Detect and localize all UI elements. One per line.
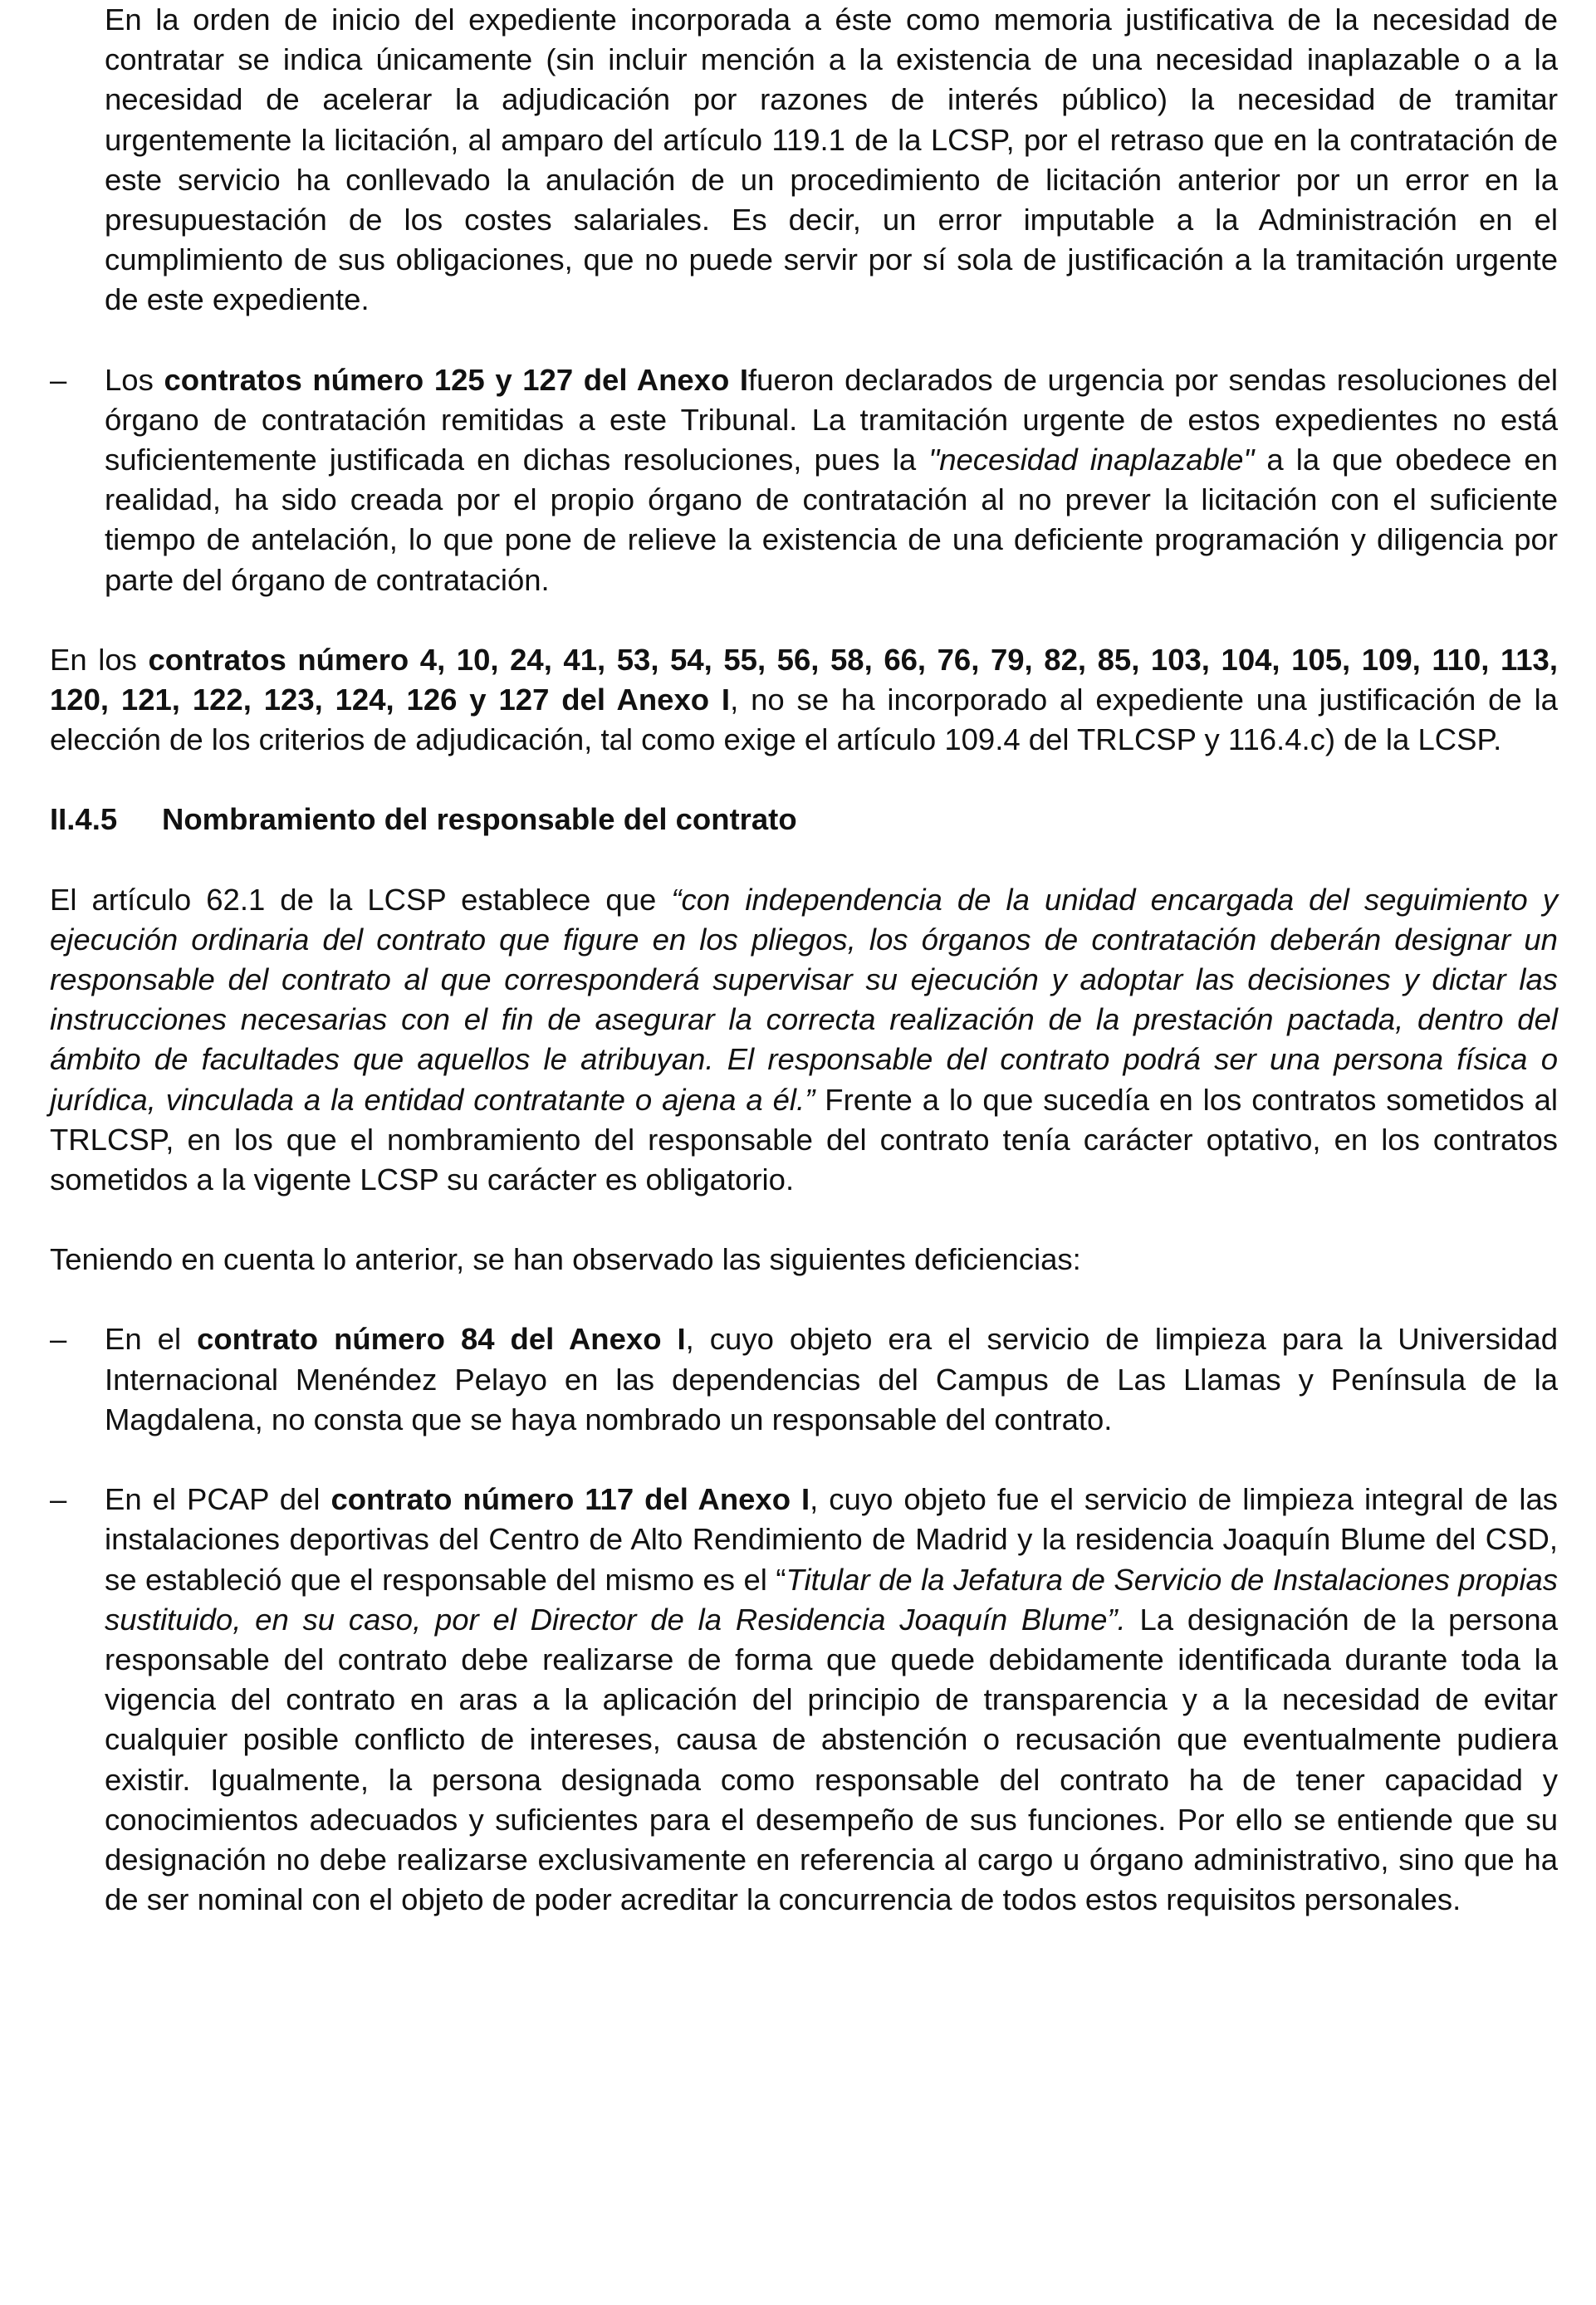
section-title: Nombramiento del responsable del contrato (162, 802, 797, 837)
text-run: En los (50, 642, 149, 677)
bullet-dash: – (50, 1482, 67, 1517)
text-run: Los (105, 362, 164, 397)
text-run: En el PCAP del (105, 1482, 331, 1517)
section-number: II.4.5 (50, 802, 118, 837)
bullet-text (105, 1319, 1558, 1440)
text-run: , cuyo objeto fue el servicio de limpieza integral de las instalaciones deportivas del Centro de Alto Rendimiento de Madrid y la residencia Joaquín Blume del CSD, se estableció que el responsable del mismo es el “ (105, 1482, 1558, 1597)
document-page (50, 0, 1558, 1920)
paragraph-criterios-adjudicacion (50, 640, 1558, 761)
bullet-text (105, 360, 1558, 600)
bullet-contrato-84 (50, 1319, 1558, 1440)
paragraph-text: En la orden de inicio del expediente incorporada a éste como memoria justificativa de la necesidad de contratar se indica únicamente (sin incluir mención a la existencia de una necesidad inaplazable o a la necesidad de acelerar la adjudicación por razones de interés público) la necesidad de tramitar urgentemente la licitación, al amparo del artículo 119.1 de la LCSP, por el retraso que en la contratación de este servicio ha conllevado la anulación de un procedimiento de licitación anterior por un error en la presupuestación de los costes salariales. Es decir, un error imputable a la Administración en el cumplimiento de sus obligaciones, que no puede servir por sí sola de justificación a la tramitación urgente de este expediente. (105, 2, 1558, 317)
bold-run: contrato número 84 del Anexo I (197, 1322, 686, 1357)
paragraph-deficiencias-intro (50, 1240, 1558, 1280)
italic-run: “con independencia de la unidad encargada del seguimiento y ejecución ordinaria del contrato que figure en los pliegos, los órganos de contratación deberán designar un responsable del contrato al que corresponderá supervisar su ejecución y adoptar las decisiones y dictar las instrucciones necesarias con el fin de asegurar la correcta realización de la prestación pactada, dentro del ámbito de facultades que aquellos le atribuyan. El responsable del contrato podrá ser una persona física o jurídica, vinculada a la entidad contratante o ajena a él.” (50, 882, 1558, 1117)
text-run: En el (105, 1322, 198, 1357)
italic-run: Titular de la Jefatura de Servicio de Instalaciones propias sustituido, en su caso, por el Director de la Residencia Joaquín Blume”. (105, 1562, 1558, 1637)
text-run: El artículo 62.1 de la LCSP establece que (50, 882, 672, 917)
section-heading (50, 800, 1558, 839)
text-run: fueron declarados de urgencia por sendas resoluciones del órgano de contratación remitidas a este Tribunal. La tramitación urgente de estos expedientes no está suficientemente justificada en dichas resoluciones, pues la (105, 362, 1558, 477)
paragraph-orden-inicio (50, 0, 1558, 321)
bullet-dash: – (50, 362, 67, 397)
bold-run: contrato número 117 del Anexo I (330, 1482, 810, 1517)
paragraph-articulo-62 (50, 880, 1558, 1201)
bullet-dash: – (50, 1322, 67, 1357)
paragraph-text: Teniendo en cuenta lo anterior, se han observado las siguientes deficiencias: (50, 1242, 1081, 1277)
text-run: La designación de la persona responsable del contrato debe realizarse de forma que quede debidamente identificada durante toda la vigencia del contrato en aras a la aplicación del principio de transparencia y a la necesidad de evitar cualquier posible conflicto de intereses, causa de abstención o recusación que eventualmente pudiera existir. Igualmente, la persona designada como responsable del contrato ha de tener capacidad y conocimientos adecuados y suficientes para el desempeño de sus funciones. Por ello se entiende que su designación no debe realizarse exclusivamente en referencia al cargo u órgano administrativo, sino que ha de ser nominal con el objeto de poder acreditar la concurrencia de todos estos requisitos personales. (105, 1602, 1559, 1917)
text-run: , cuyo objeto era el servicio de limpieza para la Universidad Internacional Menéndez Pelayo en las dependencias del Campus de Las Llamas y Península de la Magdalena, no consta que se haya nombrado un responsable del contrato. (105, 1322, 1558, 1436)
text-run: , no se ha incorporado al expediente una justificación de la elección de los criterios de adjudicación, tal como exige el artículo 109.4 del TRLCSP y 116.4.c) de la LCSP. (50, 683, 1558, 757)
bold-run: contratos número 4, 10, 24, 41, 53, 54, 55, 56, 58, 66, 76, 79, 82, 85, 103, 104, 105, 109, 110, 113, 120, 121, 122, 123, 124, 126 y 127 del Anexo I (50, 642, 1559, 717)
bullet-contrato-117 (50, 1480, 1558, 1920)
italic-run: "necesidad inaplazable" (928, 443, 1255, 477)
bullet-contratos-125-127 (50, 360, 1558, 600)
bold-run: contratos número 125 y 127 del Anexo I (164, 362, 749, 397)
bullet-text (105, 1480, 1558, 1920)
text-run: a la que obedece en realidad, ha sido creada por el propio órgano de contratación al no prever la licitación con el suficiente tiempo de antelación, lo que pone de relieve la existencia de una deficiente programación y diligencia por parte del órgano de contratación. (105, 443, 1558, 597)
text-run: Frente a lo que sucedía en los contratos sometidos al TRLCSP, en los que el nombramiento del responsable del contrato tenía carácter optativo, en los contratos sometidos a la vigente LCSP su carácter es obligatorio. (50, 1082, 1559, 1197)
